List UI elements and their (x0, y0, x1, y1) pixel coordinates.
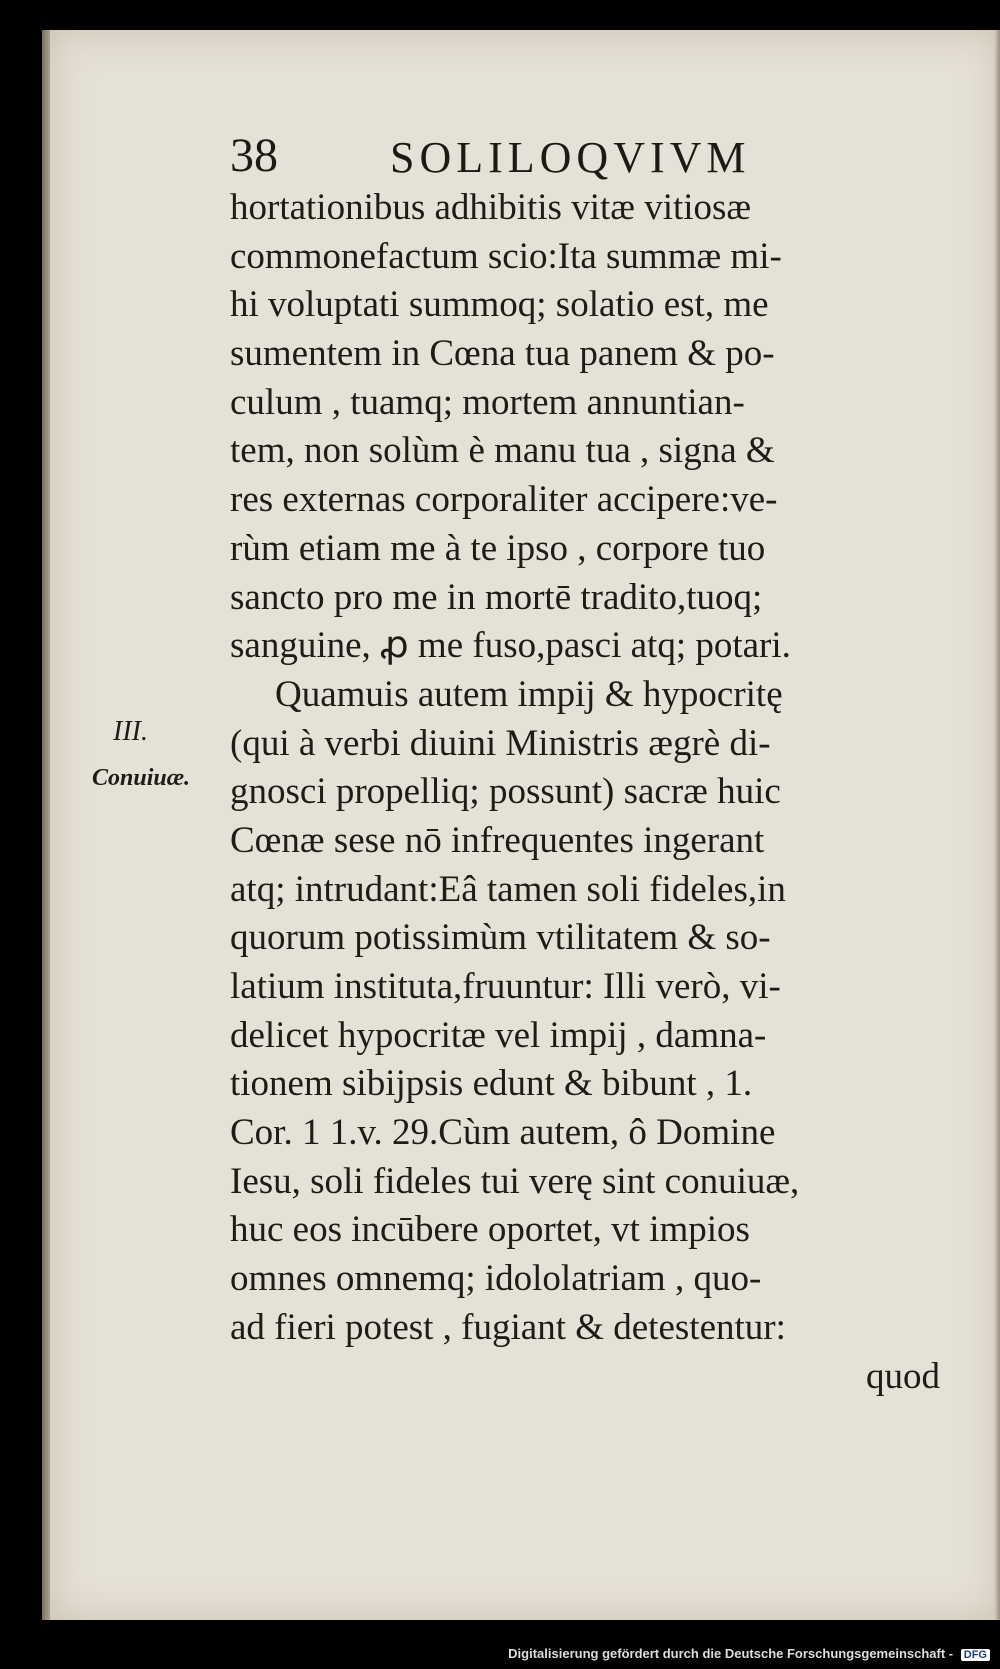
text-line: culum , tuamq; mortem annuntian- (230, 381, 745, 423)
text-line: ad fieri potest , fugiant & detestentur: (230, 1306, 786, 1348)
text-line: Quamuis autem impij & hypocritę (275, 673, 783, 715)
text-line: (qui à verbi diuini Ministris ægrè di- (230, 722, 771, 764)
running-title: SOLILOQVIVM (390, 133, 751, 182)
text-line: gnosci propelliq; possunt) sacræ huic (230, 771, 781, 813)
text-line: latium instituta,fruuntur: Illi verò, vi- (230, 966, 781, 1007)
text-line: atq; intrudant:Eâ tamen soli fideles,in (230, 868, 786, 910)
footer-credit: Digitalisierung gefördert durch die Deutsche Forschungsgemeinschaft - (508, 1646, 954, 1661)
marginal-note-number: III. (113, 716, 148, 747)
text-line: commonefactum scio:Ita summæ mi- (230, 235, 782, 277)
text-line: huc eos incūbere oportet, vt impios (230, 1209, 750, 1251)
page-edge-right (994, 30, 1000, 1620)
text-line: rùm etiam me à te ipso , corpore tuo (230, 527, 766, 569)
text-line: Cœnæ sese nō infrequentes ingerant (230, 819, 765, 861)
text-line: hortationibus adhibitis vitæ vitiosæ (230, 187, 752, 228)
text-line: tem, non solùm è manu tua , signa & (230, 430, 775, 472)
text-line: sancto pro me in mortē tradito,tuoq; (230, 576, 763, 618)
text-line: hi voluptati summoq; solatio est, me (230, 284, 769, 326)
text-line: Cor. 1 1.v. 29.Cùm autem, ô Domine (230, 1112, 776, 1154)
marginal-note-label: Conuiuæ. (92, 765, 191, 791)
text-line: sanguine, ꝓ me fuso,pasci atq; potari. (230, 625, 791, 667)
digitization-footer (0, 1646, 990, 1669)
text-line: tionem sibijpsis edunt & bibunt , 1. (230, 1063, 753, 1105)
catchword: quod (866, 1355, 940, 1397)
text-line: res externas corporaliter accipere:ve- (230, 479, 778, 521)
body-text (230, 184, 950, 1401)
text-line: quorum potissimùm vtilitatem & so- (230, 917, 771, 959)
text-line: Iesu, soli fideles tui verę sint conuiuæ, (230, 1160, 800, 1202)
dfg-logo: DFG (961, 1649, 990, 1661)
text-line: delicet hypocritæ vel impij , damna- (230, 1014, 767, 1056)
text-line: sumentem in Cœna tua panem & po- (230, 333, 775, 375)
text-line: omnes omnemq; idololatriam , quo- (230, 1258, 762, 1300)
page-number: 38 (230, 129, 278, 182)
